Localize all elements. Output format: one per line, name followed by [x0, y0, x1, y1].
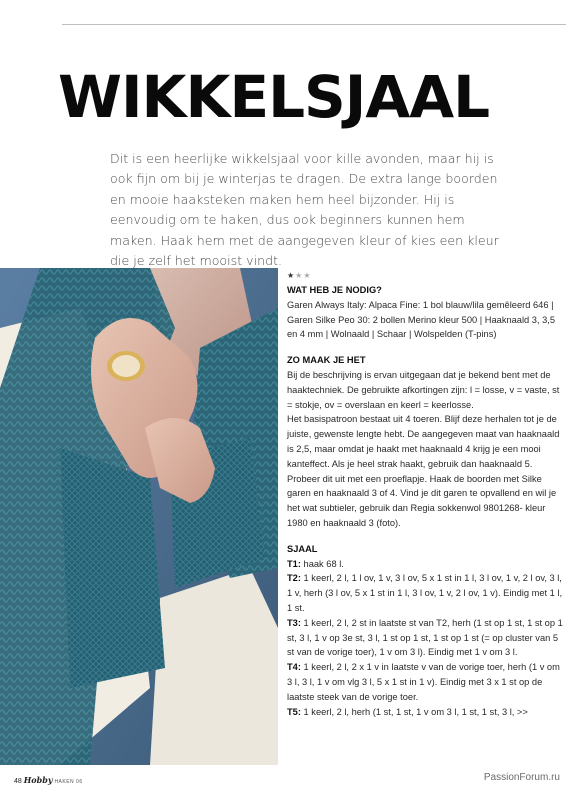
needs-heading: WAT HEB JE NODIG? — [287, 285, 382, 295]
pattern-row: T1: haak 68 l. — [287, 558, 344, 569]
sjaal-heading: SJAAL — [287, 543, 318, 554]
top-rule — [62, 24, 566, 25]
howto-heading: ZO MAAK JE HET — [287, 355, 366, 366]
page-title: WIKKELSJAAL — [58, 63, 490, 131]
howto-paragraph-2: Het basispatroon bestaat uit 4 toeren. Blijf deze herhalen tot je de juiste, gewenste lengte hebt. De aangegeven maat van haaknaald is 2,5, maar omdat je haakt met haaknaald 4 krijg je een mooi kanteffect. Als je heel strak haakt, gebruik dan haaknaald 5. Probeer dit uit met een proeflapje. Haak de boorden met Silke garen en haaknaald 3 of 4. Vind je dit garen te opvallend en wil je het wat subtieler, gebruik dan Regia sokkenwol 9801268- kleur 1980 en haaknaald 3 (foto). — [287, 414, 560, 528]
issue-label: HAKEN 06 — [54, 779, 83, 785]
knitted-scarf-photo — [0, 268, 278, 765]
needs-text: Garen Always Italy: Alpaca Fine: 1 bol blauw/lila gemêleerd 646 | Garen Silke Peo 30: 2 bollen Merino kleur 500 | Haaknaald 3, 3,5 en 4 mm | Wolnaald | Schaar | Wolspelden (T-pins) — [287, 299, 556, 340]
hobby-logo: Hobby — [23, 775, 53, 785]
howto-paragraph-1: Bij de beschrijving is ervan uitgegaan dat je bekend bent met de haaktechniek. De gebruikte afkortingen zijn: l = losse, v = vaste, st = stokje, ov = overslaan en keerl = keerlosse. — [287, 369, 560, 410]
intro-text: Dit is een heerlijke wikkelsjaal voor kille avonden, maar hij is ook fijn om bij je winterjas te dragen. De extra lange boorden en mooie haaksteken maken hem heel bijzonder. Hij is eenvoudig om te haken, dus ook beginners kunnen hem maken. Haak hem met de aangegeven kleur of kies een kleur die je zelf het mooist vindt. — [110, 151, 499, 269]
star-empty-icon: ★★ — [295, 271, 312, 280]
page-number: 48 — [14, 778, 22, 785]
pattern-row: T3: 1 keerl, 2 l, 2 st in laatste st van T2, herh (1 st op 1 st, 1 st op 1 st, 3 l, 1 v op 3e st, 3 l, 1 st op 1 st, 1 st op 1 st (= op cluster van 5 st van de vorige toer), 1 v om 3 l). Eindig met 1 v om 3 l. — [287, 617, 563, 658]
pattern-column — [287, 271, 565, 719]
difficulty-rating — [287, 271, 565, 281]
watermark: PassionForum.ru — [483, 772, 560, 783]
pattern-row: T4: 1 keerl, 2 l, 2 x 1 v in laatste v van de vorige toer, herh (1 v om 3 l, 3 l, 1 v om vlg 3 l, 5 x 1 st in 1 v). Eindig met 3 x 1 st op de laatste steek van de vorige toer. — [287, 662, 560, 702]
star-filled-icon: ★ — [287, 271, 296, 280]
pattern-row: T5: 1 keerl, 2 l, herh (1 st, 1 st, 1 v om 3 l, 1 st, 1 st, 3 l, >> — [287, 706, 528, 717]
page-footer — [14, 775, 83, 785]
pattern-row: T2: 1 keerl, 2 l, 1 l ov, 1 v, 3 l ov, 5 x 1 st in 1 l, 3 l ov, 1 v, 2 l ov, 3 l, 1 v, herh (3 l ov, 5 x 1 st in 1 l, 3 l ov, 1 v, 2 l ov, 1 v). Eindig met 1 l, 1 st. — [287, 573, 563, 613]
